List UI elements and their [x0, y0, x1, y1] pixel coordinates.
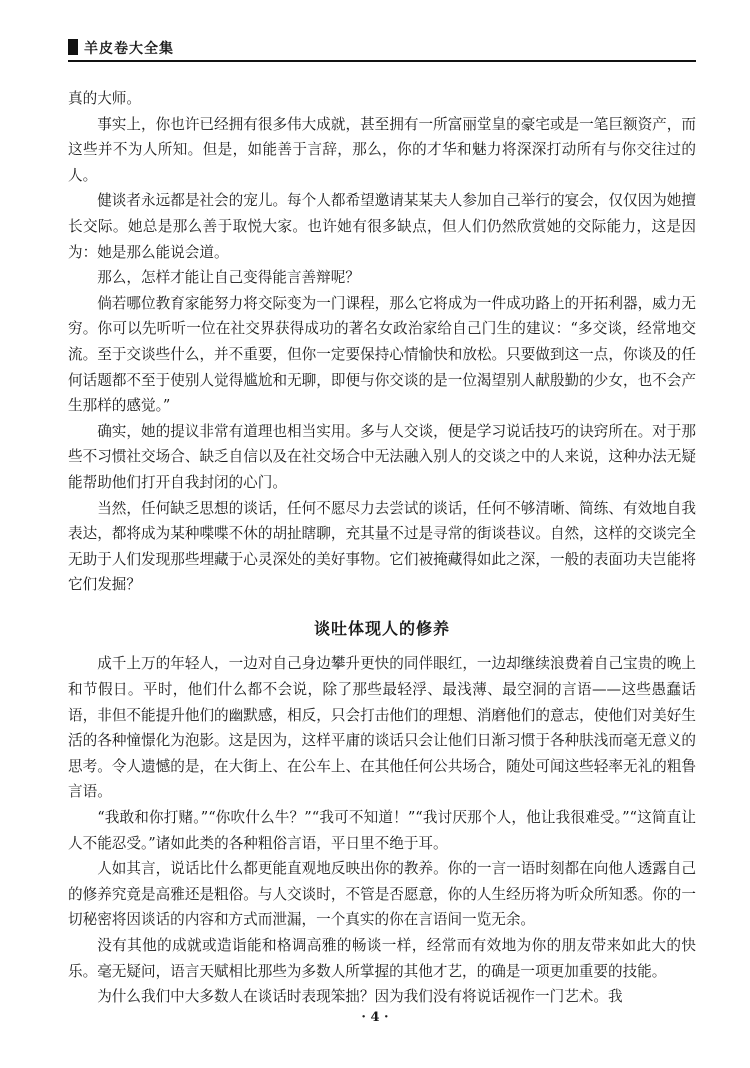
paragraph: 为什么我们中大多数人在谈话时表现笨拙？因为我们没有将说话视作一门艺术。我: [97, 988, 623, 1006]
page-number: · 4 ·: [361, 1010, 389, 1025]
section-heading: 谈吐体现人的修养: [313, 618, 450, 638]
paragraph: 事实上，你也许已经拥有很多伟大成就，甚至拥有一所富丽堂皇的豪宅或是一笔巨额资产，而这些并不为人所知。但是，如能善于言辞，那么，你的才华和魅力将深深打动所有与你交往过的人。: [68, 115, 696, 184]
paragraph: 没有其他的成就或造诣能和格调高雅的畅谈一样，经常而有效地为你的朋友带来如此大的快乐。毫无疑问，语言天赋相比那些为多数人所掌握的其他才艺，的确是一项更加重要的技能。: [68, 937, 696, 980]
paragraph: 当然，任何缺乏思想的谈话，任何不愿尽力去尝试的谈话，任何不够清晰、简练、有效地自我表达，都将成为某种喋喋不休的胡扯瞎聊，充其量不过是寻常的街谈巷议。自然，这样的交谈完全无助于人们发现那些埋藏于心灵深处的美好事物。它们被掩藏得如此之深，一般的表面功夫岂能将它们发掘？: [68, 499, 696, 594]
page-body: [68, 86, 696, 1010]
paragraph: 成千上万的年轻人，一边对自己身边攀升更快的同伴眼红，一边却继续浪费着自己宝贵的晚上和节假日。平时，他们什么都不会说，除了那些最轻浮、最浅薄、最空洞的言语——这些愚蠢话语，非但不能提升他们的幽默感，相反，只会打击他们的理想、消磨他们的意志，使他们对美好生活的各种憧憬化为泡影。这是因为，这样平庸的谈话只会让他们日渐习惯于各种肤浅而毫无意义的思考。令人遗憾的是，在大街上、在公车上、在其他任何公共场合，随处可闻这些轻率无礼的粗鲁言语。: [68, 655, 696, 801]
paragraph: 确实，她的提议非常有道理也相当实用。多与人交谈，便是学习说话技巧的诀窍所在。对于那些不习惯社交场合、缺乏自信以及在社交场合中无法融入别人的交谈之中的人来说，这种办法无疑能帮助他们打开自我封闭的心门。: [68, 422, 696, 491]
paragraph: 人如其言，说话比什么都更能直观地反映出你的教养。你的一言一语时刻都在向他人透露自己的修养究竟是高雅还是粗俗。与人交谈时，不管是否愿意，你的人生经历将为听众所知悉。你的一切秘密将因谈话的内容和方式而泄漏，一个真实的你在言语间一览无余。: [68, 860, 696, 929]
paragraph: “我敢和你打赌。”“你吹什么牛？”“我可不知道！”“我讨厌那个人，他让我很难受。”“这简直让人不能忍受。”诸如此类的各种粗俗言语，平日里不绝于耳。: [68, 809, 696, 852]
paragraph: 那么，怎样才能让自己变得能言善辩呢？: [97, 269, 360, 287]
paragraph: 倘若哪位教育家能努力将交际变为一门课程，那么它将成为一件成功路上的开拓利器，威力无穷。你可以先听听一位在社交界获得成功的著名女政治家给自己门生的建议：“多交谈，经常地交流。至于交谈些什么，并不重要，但你一定要保持心情愉快和放松。只要做到这一点，你谈及的任何话题都不至于使别人觉得尴尬和无聊，即便与你交谈的是一位渴望别人献殷勤的少女，也不会产生那样的感觉。”: [68, 294, 696, 415]
running-header: [68, 38, 688, 60]
book-title: 羊皮卷大全集: [84, 41, 174, 57]
header-block-mark: [68, 39, 78, 55]
paragraph: 健谈者永远都是社会的宠儿。每个人都希望邀请某某夫人参加自己举行的宴会，仅仅因为她擅长交际。她总是那么善于取悦大家。也许她有很多缺点，但人们仍然欣赏她的交际能力，这是因为：她是那么能说会道。: [68, 192, 696, 261]
header-rule: [68, 60, 696, 62]
paragraph-continuation: 真的大师。: [68, 90, 141, 107]
